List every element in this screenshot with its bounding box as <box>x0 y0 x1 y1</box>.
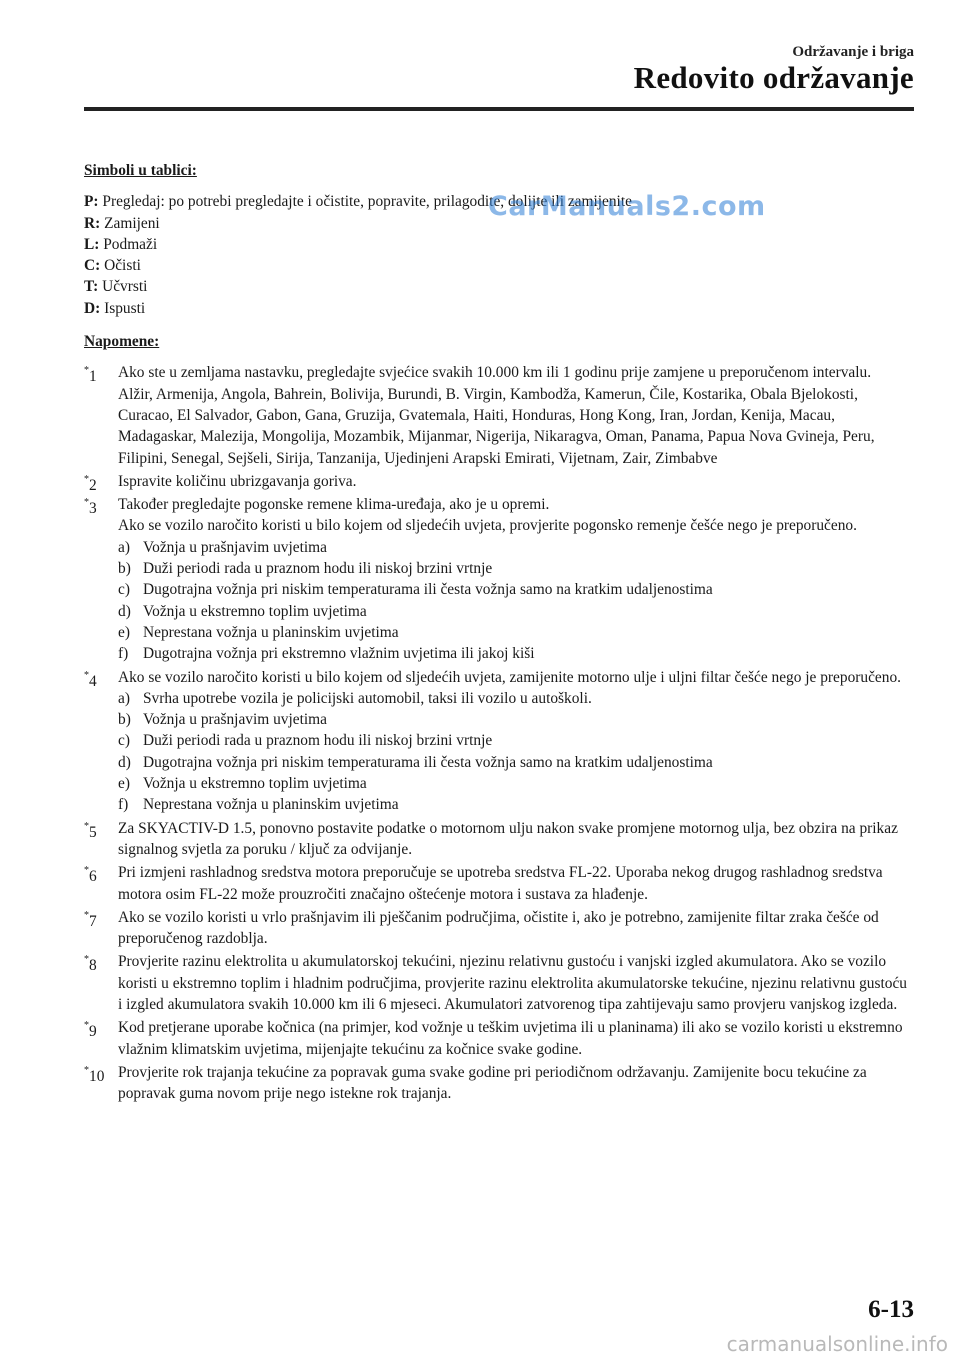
note-subitem <box>118 730 914 751</box>
note-item <box>84 667 914 816</box>
symbol-code: D: <box>84 299 101 317</box>
note-marker <box>84 907 97 932</box>
symbol-item <box>84 255 914 276</box>
subitem-label: b) <box>118 560 131 578</box>
note-number: 2 <box>89 476 97 494</box>
note-marker <box>84 1062 104 1087</box>
note-marker <box>84 494 97 519</box>
subitem-label: b) <box>118 711 131 729</box>
notes-heading: Napomene: <box>84 333 160 351</box>
note-marker <box>84 818 97 843</box>
subitem-label: a) <box>118 538 130 556</box>
subitem-label: d) <box>118 602 131 620</box>
subitem-text: Dugotrajna vožnja pri ekstremno vlažnim uvjetima ili jakoj kiši <box>143 645 535 663</box>
note-subitem <box>118 622 914 643</box>
note-marker <box>84 1017 97 1042</box>
note-text: Provjerite razinu elektrolita u akumulatorskoj tekućini, njezinu relativnu gustoću i vanjski izgled akumulatora. Ako se vozilo koristi u ekstremno toplim i hladnim područjima, provjerite razinu elektrolita akumulatorske tekućine, njezinu relativnu gustoću i izgled akumulatora svakih 10.000 km ili 6 mjeseci. Akumulatori zatvorenog tipa zahtijevaju samo provjeru vanjskog izgleda. <box>118 953 907 1013</box>
subitem-label: c) <box>118 581 130 599</box>
page-number: 6-13 <box>868 1296 914 1323</box>
note-text: Ako se vozilo naročito koristi u bilo kojem od sljedećih uvjeta, provjerite pogonsko remenje češće nego je preporučeno. <box>118 517 857 535</box>
note-item <box>84 818 914 861</box>
note-subitem <box>118 537 914 558</box>
subitem-label: f) <box>118 645 129 663</box>
note-subitem <box>118 773 914 794</box>
note-text: Ako se vozilo koristi u vrlo prašnjavim ili pješčanim područjima, očistite i, ako je potrebno, zamijenite filtar zraka češće od preporučenog razdoblja. <box>118 908 879 948</box>
note-text: Kod pretjerane uporabe kočnica (na primjer, kod vožnje u teškim uvjetima ili u planinama) ili ako se vozilo koristi u ekstremno vlažnim klimatskim uvjetima, mijenjajte tekućinu za kočnice svake godine. <box>118 1019 903 1058</box>
note-marker <box>84 362 97 387</box>
note-subitem <box>118 601 914 622</box>
note-marker <box>84 951 97 976</box>
note-marker <box>84 667 97 692</box>
watermark: CarManuals2.com <box>488 191 766 222</box>
note-star: * <box>84 497 89 509</box>
note-star: * <box>84 909 89 921</box>
subitem-text: Vožnja u prašnjavim uvjetima <box>143 538 327 556</box>
note-number: 4 <box>89 672 97 690</box>
note-item <box>84 1062 914 1105</box>
subitem-label: e) <box>118 623 130 641</box>
note-item <box>84 362 914 468</box>
subitem-label: e) <box>118 775 130 793</box>
footer-watermark: carmanualsonline.info <box>726 1332 948 1356</box>
subitem-text: Vožnja u prašnjavim uvjetima <box>143 711 327 729</box>
content <box>84 160 914 1104</box>
note-text: Ispravite količinu ubrizgavanja goriva. <box>118 472 357 490</box>
subitem-label: f) <box>118 796 129 814</box>
note-text: Ako ste u zemljama nastavku, pregledajte svjećice svakih 10.000 km ili 1 godinu prije zamjene u preporučenom intervalu. <box>118 364 872 382</box>
note-subitem <box>118 643 914 664</box>
subitem-text: Dugotrajna vožnja pri niskim temperaturama ili česta vožnja samo na kratkim udaljenostima <box>143 753 713 771</box>
section-label: Održavanje i briga <box>792 44 914 60</box>
note-subitem <box>118 752 914 773</box>
note-item <box>84 951 914 1015</box>
note-number: 3 <box>89 500 97 518</box>
note-marker <box>84 862 97 887</box>
subitem-text: Vožnja u ekstremno toplim uvjetima <box>143 775 367 793</box>
note-star: * <box>84 473 89 485</box>
note-text: Za SKYACTIV-D 1.5, ponovno postavite podatke o motornom ulju nakon svake promjene motornog ulja, bez obzira na prikaz signalnog svjetla za poruku / ključ za odvijanje. <box>118 819 898 858</box>
note-subitem <box>118 709 914 730</box>
note-star: * <box>84 1064 89 1076</box>
notes-list <box>84 362 914 1104</box>
subitem-label: a) <box>118 689 130 707</box>
note-number: 1 <box>89 368 97 386</box>
note-text: Također pregledajte pogonske remene klima-uređaja, ako je u opremi. <box>118 496 550 514</box>
note-text: Pri izmjeni rashladnog sredstva motora preporučuje se upotreba sredstva FL-22. Uporaba nekog drugog rashladnog sredstva motora osim FL-22 može prouzročiti značajno oštećenje motora i sustava za hlađenje. <box>118 864 883 903</box>
note-item <box>84 862 914 905</box>
symbol-code: L: <box>84 235 100 253</box>
note-star: * <box>84 954 89 966</box>
symbol-code: R: <box>84 214 101 232</box>
page-title: Redovito održavanje <box>633 60 914 95</box>
symbol-code: C: <box>84 257 101 275</box>
subitem-text: Duži periodi rada u praznom hodu ili niskoj brzini vrtnje <box>143 732 493 750</box>
symbol-text: Ispusti <box>104 299 146 317</box>
subitem-text: Vožnja u ekstremno toplim uvjetima <box>143 602 367 620</box>
note-number: 9 <box>89 1023 97 1041</box>
note-number: 8 <box>89 957 97 975</box>
note-number: 7 <box>89 912 97 930</box>
symbol-item <box>84 276 914 297</box>
note-text: Provjerite rok trajanja tekućine za popravak guma svake godine pri periodičnom održavanju. Zamijenite bocu tekućine za popravak guma novom prije nego istekne rok trajanja. <box>118 1063 867 1103</box>
note-item <box>84 907 914 950</box>
symbol-text: Učvrsti <box>102 278 148 296</box>
note-star: * <box>84 365 89 377</box>
subitem-text: Svrha upotrebe vozila je policijski automobil, taksi ili vozilo u autoškoli. <box>143 689 592 707</box>
symbol-code: T: <box>84 278 99 296</box>
symbol-text: Pregledaj: po potrebi pregledajte i očistite, popravite, prilagodite, dolijte ili zamijenite <box>102 193 632 211</box>
note-subitem <box>118 688 914 709</box>
note-number: 5 <box>89 823 97 841</box>
symbol-item <box>84 234 914 255</box>
subitem-label: d) <box>118 753 131 771</box>
symbol-text: Zamijeni <box>104 214 160 232</box>
symbols-heading: Simboli u tablici: <box>84 162 197 179</box>
symbol-text: Podmaži <box>103 235 158 253</box>
subitem-text: Neprestana vožnja u planinskim uvjetima <box>143 796 399 814</box>
note-marker <box>84 471 97 496</box>
symbol-code: P: <box>84 193 99 211</box>
note-text: Ako se vozilo naročito koristi u bilo kojem od sljedećih uvjeta, zamijenite motorno ulje i uljni filtar češće nego je preporučeno. <box>118 668 901 686</box>
symbol-item <box>84 298 914 319</box>
subitem-text: Dugotrajna vožnja pri niskim temperaturama ili česta vožnja samo na kratkim udaljenostima <box>143 581 713 599</box>
symbol-text: Očisti <box>104 257 141 275</box>
note-subitem <box>118 579 914 600</box>
note-item <box>84 1017 914 1060</box>
note-number: 10 <box>89 1068 105 1085</box>
note-item <box>84 494 914 664</box>
note-item <box>84 471 914 492</box>
note-subitem <box>118 794 914 815</box>
note-star: * <box>84 865 89 877</box>
note-star: * <box>84 1020 89 1032</box>
header-rule <box>84 107 914 111</box>
subitem-text: Duži periodi rada u praznom hodu ili niskoj brzini vrtnje <box>143 560 493 578</box>
note-text: Alžir, Armenija, Angola, Bahrein, Bolivija, Burundi, B. Virgin, Kambodža, Kamerun, Čile, Kostarika, Obala Bjelokosti, Curacao, El Salvador, Gabon, Gana, Gruzija, Gvatemala, Haiti, Honduras, Hong Kong, Iran, Jordan, Kenija, Macau, Madagaskar, Malezija, Mongolija, Mozambik, Mijanmar, Nigerija, Nikaragva, Oman, Panama, Papua Nova Gvineja, Peru, Filipini, Senegal, Sejšeli, Sirija, Tanzanija, Ujedinjeni Arapski Emirati, Vijetnam, Zair, Zimbabve <box>118 385 875 467</box>
note-star: * <box>84 820 89 832</box>
note-star: * <box>84 669 89 681</box>
note-number: 6 <box>89 868 97 886</box>
subitem-label: c) <box>118 732 130 750</box>
note-subitem <box>118 558 914 579</box>
subitem-text: Neprestana vožnja u planinskim uvjetima <box>143 623 399 641</box>
